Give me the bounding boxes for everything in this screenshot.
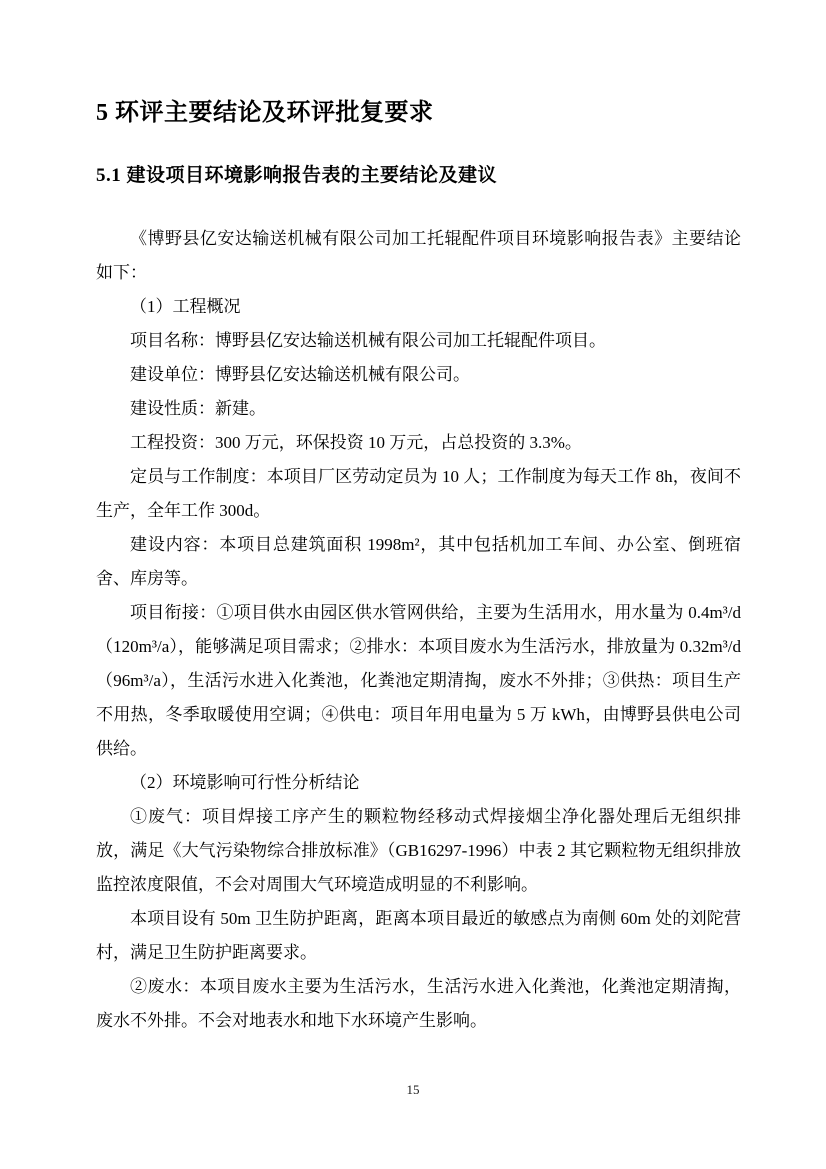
paragraph-sanitary-distance: 本项目设有 50m 卫生防护距离，距离本项目最近的敏感点为南侧 60m 处的刘陀营村，满足卫生防护距离要求。 (96, 909, 741, 962)
paragraph-intro: 《博野县亿安达输送机械有限公司加工托辊配件项目环境影响报告表》主要结论如下： (96, 229, 741, 282)
paragraph-staffing: 定员与工作制度：本项目厂区劳动定员为 10 人；工作制度为每天工作 8h，夜间不生产，全年工作 300d。 (96, 467, 741, 520)
section-heading: 5 环评主要结论及环评批复要求 (96, 100, 434, 126)
paragraph-waste-gas: ①废气：项目焊接工序产生的颗粒物经移动式焊接烟尘净化器处理后无组织排放，满足《大气污染物综合排放标准》（GB16297-1996）中表 2 其它颗粒物无组织排放监控浓度限值，不会对周围大气环境造成明显的不利影响。 (96, 807, 741, 894)
paragraph-item-1-title: （1）工程概况 (130, 297, 241, 316)
subsection-heading: 5.1 建设项目环境影响报告表的主要结论及建议 (96, 165, 498, 186)
paragraph-construction-nature: 建设性质：新建。 (130, 399, 266, 418)
paragraph-construction-unit: 建设单位：博野县亿安达输送机械有限公司。 (130, 365, 470, 384)
paragraph-construction-content: 建设内容：本项目总建筑面积 1998m²，其中包括机加工车间、办公室、倒班宿舍、库房等。 (96, 535, 741, 588)
paragraph-item-2-title: （2）环境影响可行性分析结论 (130, 773, 360, 792)
paragraph-waste-water: ②废水：本项目废水主要为生活污水，生活污水进入化粪池，化粪池定期清掏，废水不外排。不会对地表水和地下水环境产生影响。 (96, 977, 741, 1030)
paragraph-investment: 工程投资：300 万元，环保投资 10 万元，占总投资的 3.3%。 (130, 433, 582, 452)
body-text (96, 222, 741, 1038)
page-number: 15 (406, 1082, 420, 1097)
paragraph-project-name: 项目名称：博野县亿安达输送机械有限公司加工托辊配件项目。 (130, 331, 606, 350)
paragraph-project-connection: 项目衔接：①项目供水由园区供水管网供给，主要为生活用水，用水量为 0.4m³/d（120m³/a），能够满足项目需求；②排水：本项目废水为生活污水，排放量为 0.32m³/d（96m³/a），生活污水进入化粪池，化粪池定期清掏，废水不外排；③供热：项目生产不用热，冬季取暖使用空调；④供电：项目年用电量为 5 万 kWh，由博野县供电公司供给。 (96, 603, 741, 758)
